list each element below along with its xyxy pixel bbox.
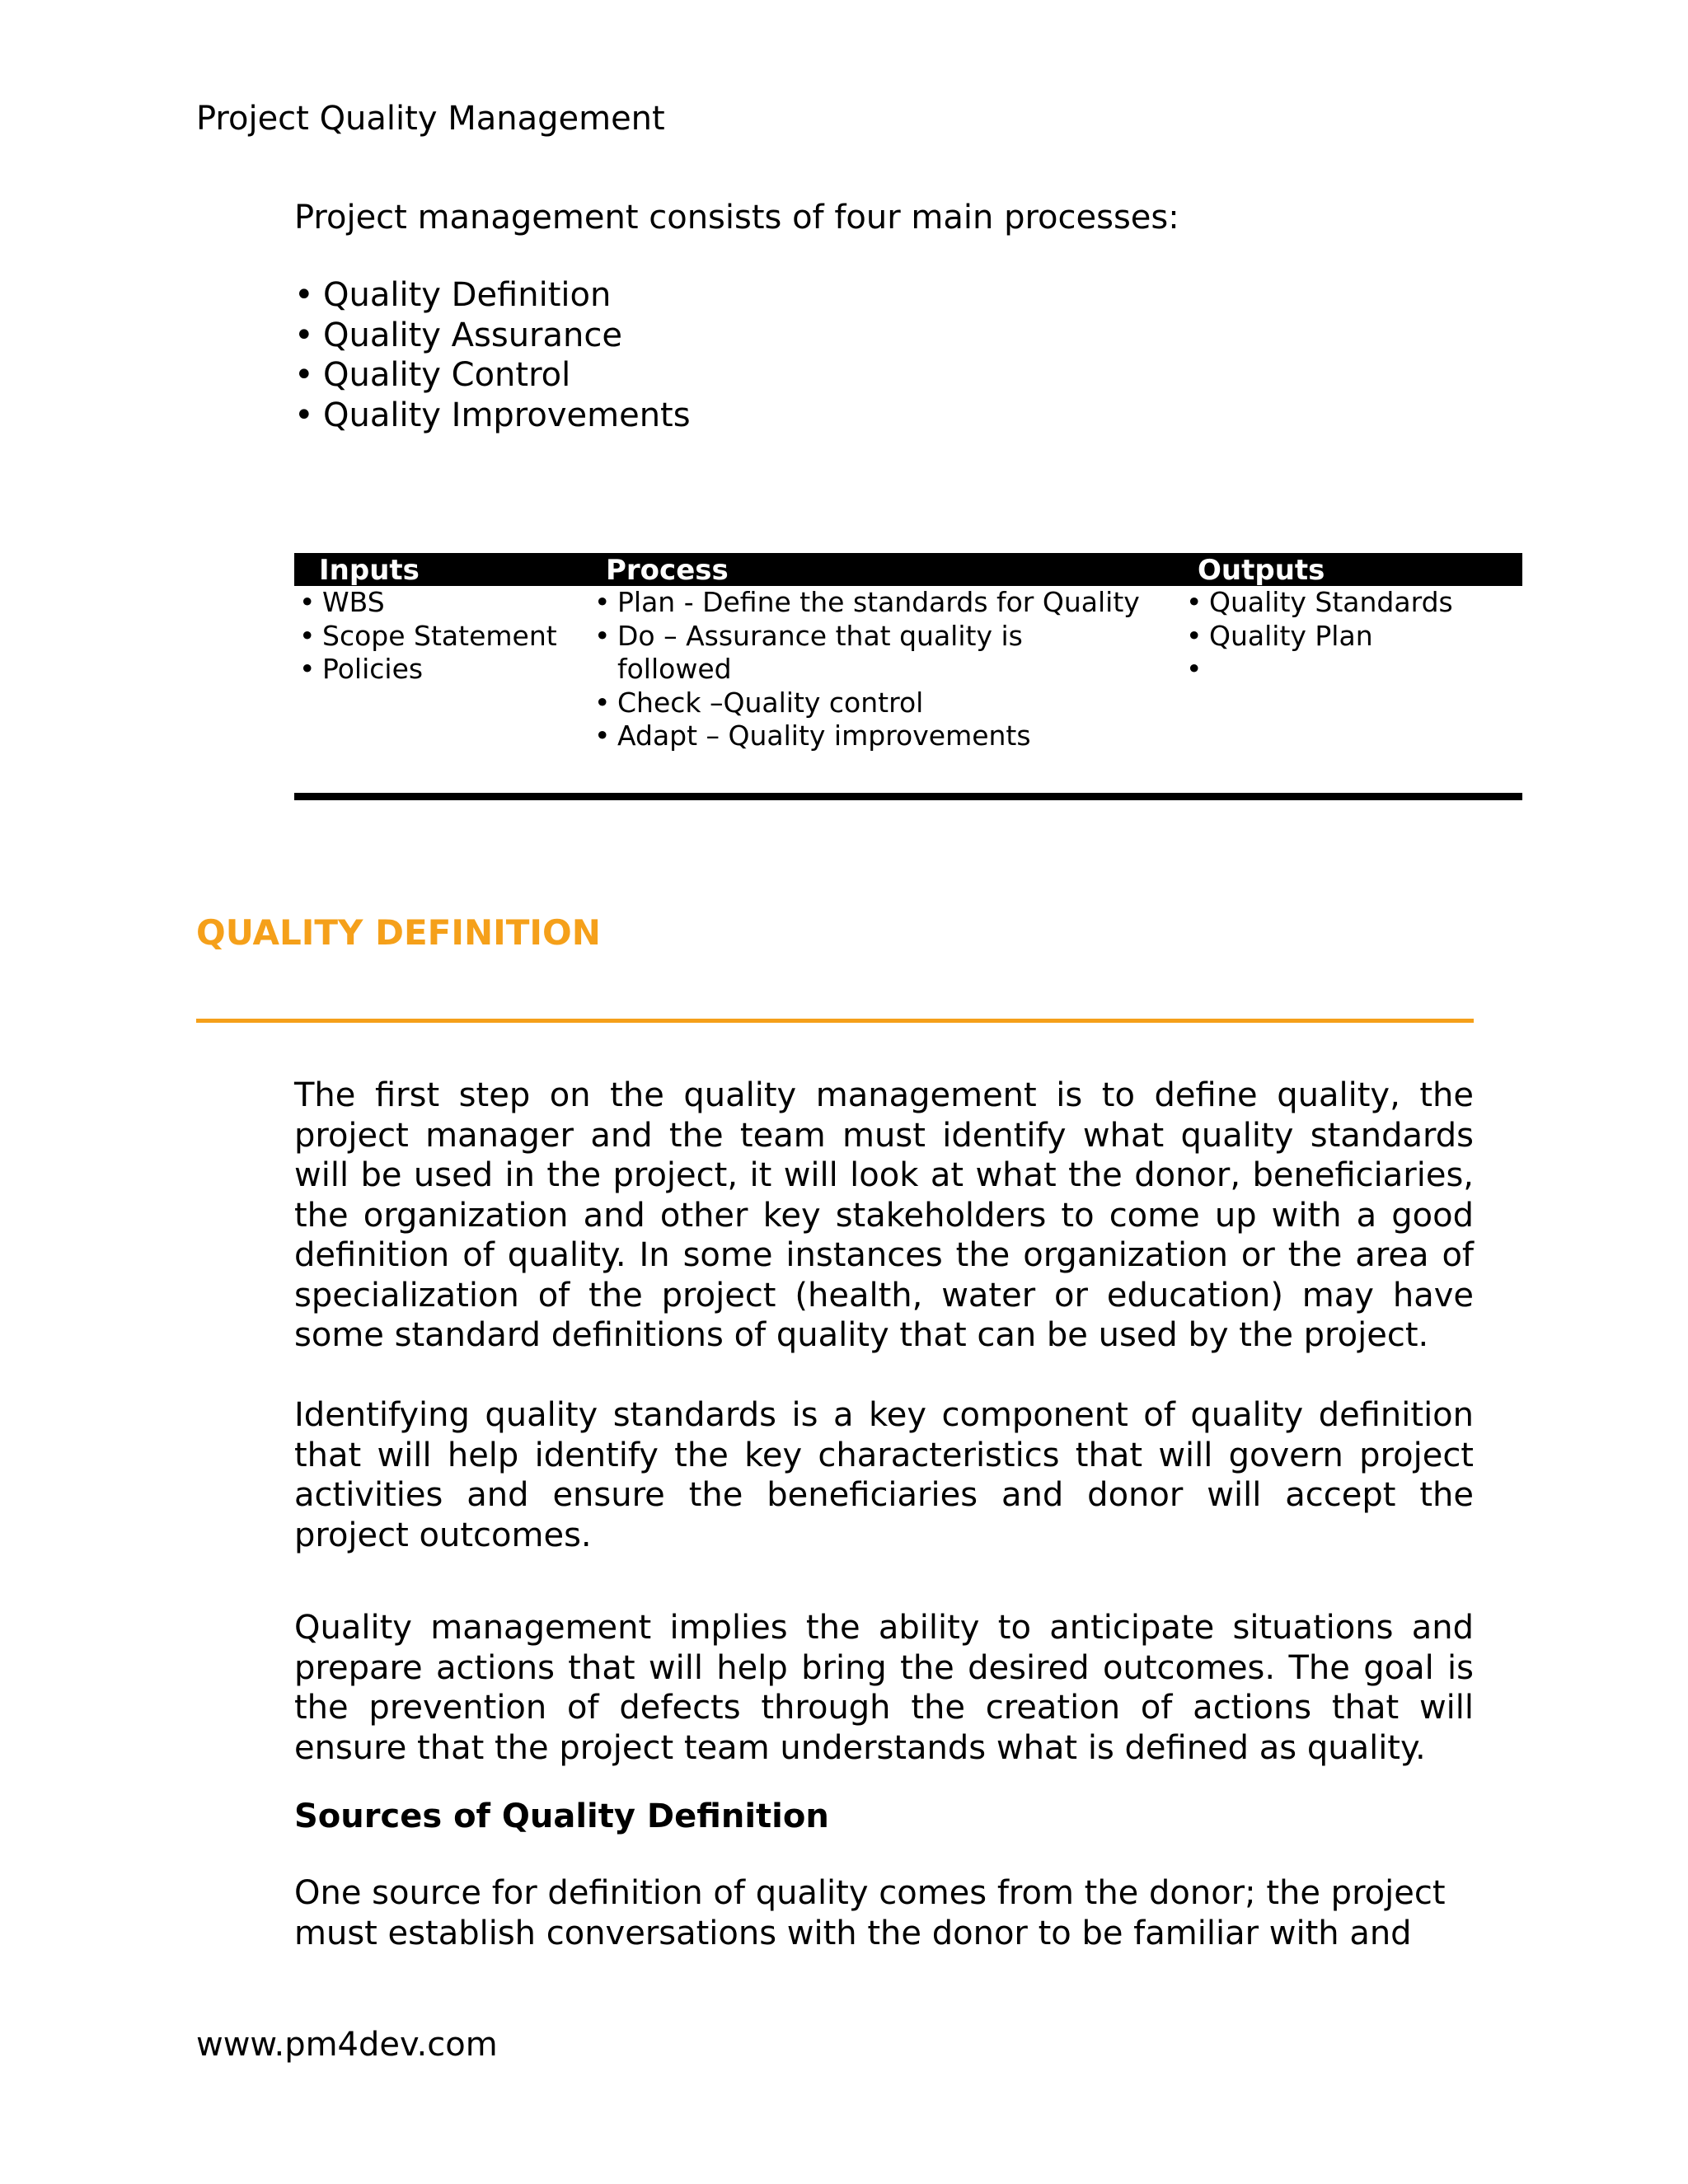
table-cell: • Adapt – Quality improvements xyxy=(589,719,1140,753)
table-cell: • Plan - Define the standards for Quality xyxy=(589,586,1140,620)
process-column xyxy=(589,586,1140,753)
table-header-row xyxy=(294,553,1522,586)
list-item: • Quality Control xyxy=(294,355,691,396)
list-item: • Quality Definition xyxy=(294,275,691,316)
outputs-column xyxy=(1181,586,1453,653)
table-cell: • Policies xyxy=(294,653,557,687)
header-outputs: Outputs xyxy=(1198,554,1325,587)
paragraph: The first step on the quality management is to define quality, the project manager and the team must identify what quality standards will be used in the project, it will look at what the donor, beneficiaries, the organization and other key stakeholders to come up with a good definition of quality. In some instances the organization or the area of specialization of the project (health, water or education) may have some standard definitions of quality that can be used by the project. xyxy=(294,1076,1474,1354)
header-process: Process xyxy=(606,554,729,587)
paragraph: Quality management implies the ability to anticipate situations and prepare actions that will help bring the desired outcomes. The goal is the prevention of defects through the creation of actions that will ensure that the project team understands what is defined as quality. xyxy=(294,1609,1474,1767)
table-cell-text: Do – Assurance that quality is xyxy=(617,619,1023,652)
running-header: Project Quality Management xyxy=(196,100,665,138)
table-cell: • Scope Statement xyxy=(294,620,557,654)
subheading: Sources of Quality Definition xyxy=(294,1797,829,1835)
footer-url: www.pm4dev.com xyxy=(196,2026,498,2064)
section-divider xyxy=(196,1019,1474,1023)
paragraph: Identifying quality standards is a key component of quality definition that will help identify the key characteristics that will govern project activities and ensure the beneficiaries and donor will accept the project outcomes. xyxy=(294,1396,1474,1554)
list-item: • Quality Improvements xyxy=(294,396,691,436)
table-cell-continuation: followed xyxy=(617,653,732,685)
intro-text: Project management consists of four main processes: xyxy=(294,199,1179,237)
inputs-column xyxy=(294,586,557,687)
paragraph: One source for definition of quality comes from the donor; the project must establish conversations with the donor to be familiar with and xyxy=(294,1874,1446,1952)
header-inputs: Inputs xyxy=(319,554,420,587)
table-cell: • Quality Plan xyxy=(1181,620,1453,654)
table-cell: • WBS xyxy=(294,586,557,620)
section-heading: QUALITY DEFINITION xyxy=(196,912,601,953)
list-item: • Quality Assurance xyxy=(294,316,691,356)
process-list xyxy=(294,275,691,435)
table-cell: • Check –Quality control xyxy=(589,687,1140,720)
table-cell: • Quality Standards xyxy=(1181,586,1453,620)
table-cell xyxy=(589,620,1140,687)
table-bottom-rule xyxy=(294,793,1522,800)
